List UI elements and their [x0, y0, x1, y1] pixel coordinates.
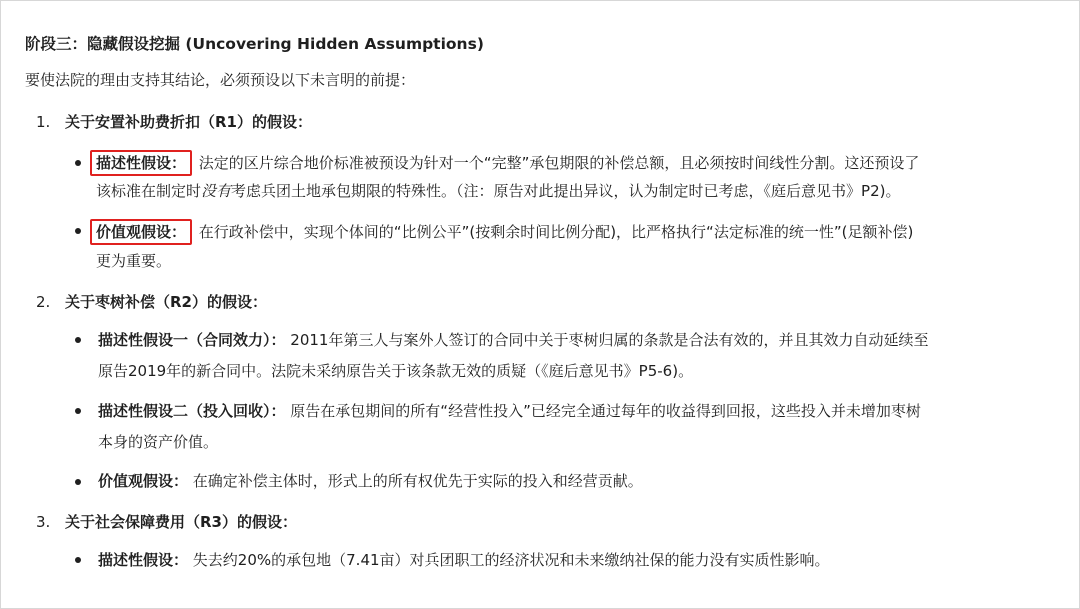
bullet-dot — [75, 228, 81, 234]
list-number-1: 1. — [36, 113, 51, 131]
item-text: 原告2019年的新合同中。法院未采纳原告关于该条款无效的质疑（《庭后意见书》P5-6)。 — [98, 362, 694, 380]
section-1-title: 关于安置补助费折扣（R1）的假设： — [65, 113, 312, 131]
highlighted-label: 价值观假设： — [90, 219, 192, 245]
list-item-line — [96, 150, 919, 176]
item-text: 原告在承包期间的所有“经营性投入”已经完全通过每年的收益得到回报，这些投入并未增加枣树 — [290, 402, 921, 420]
list-item-line — [98, 401, 921, 421]
item-text: 考虑兵团土地承包期限的特殊性。（注：原告对此提出异议，认为制定时已考虑，《庭后意见书》P2)。 — [231, 182, 901, 200]
item-text: 更为重要。 — [96, 252, 172, 270]
section-heading: 阶段三：隐藏假设挖掘 (Uncovering Hidden Assumptions) — [25, 35, 484, 53]
bullet-dot — [75, 337, 81, 343]
bullet-dot — [75, 479, 81, 485]
item-label: 价值观假设： — [98, 472, 189, 490]
list-number-3: 3. — [36, 513, 51, 531]
bullet-dot — [75, 408, 81, 414]
bullet-dot — [75, 557, 81, 563]
list-item-line — [98, 471, 643, 491]
item-text: 该标准在制定时 — [96, 182, 202, 200]
list-number-2: 2. — [36, 293, 51, 311]
emphasis-text: 没有 — [201, 182, 232, 200]
highlighted-label: 描述性假设： — [90, 150, 192, 176]
section-2-title: 关于枣树补偿（R2）的假设： — [65, 293, 267, 311]
item-text: 2011年第三人与案外人签订的合同中关于枣树归属的条款是合法有效的，并且其效力自动延续至 — [290, 331, 929, 349]
item-label: 描述性假设： — [98, 551, 189, 569]
item-text: 本身的资产价值。 — [98, 433, 219, 451]
item-text: 法定的区片综合地价标准被预设为针对一个“完整”承包期限的补偿总额，且必须按时间线性分割。这还预设了 — [198, 154, 920, 172]
list-item-line — [96, 219, 913, 245]
item-label: 描述性假设一（合同效力）： — [98, 331, 286, 349]
item-text: 在行政补偿中，实现个体间的“比例公平”(按剩余时间比例分配)，比严格执行“法定标准的统一性”(足额补偿) — [198, 223, 914, 241]
item-label: 描述性假设二（投入回收）： — [98, 402, 286, 420]
intro-paragraph: 要使法院的理由支持其结论，必须预设以下未言明的前提： — [25, 71, 416, 89]
list-item-line — [98, 550, 830, 570]
bullet-dot — [75, 160, 81, 166]
section-3-title: 关于社会保障费用（R3）的假设： — [65, 513, 297, 531]
list-item-line — [98, 330, 928, 350]
item-text: 在确定补偿主体时，形式上的所有权优先于实际的投入和经营贡献。 — [192, 472, 643, 490]
item-text: 失去约20%的承包地（7.41亩）对兵团职工的经济状况和未来缴纳社保的能力没有实质性影响。 — [192, 551, 830, 569]
list-item-line — [96, 181, 900, 201]
